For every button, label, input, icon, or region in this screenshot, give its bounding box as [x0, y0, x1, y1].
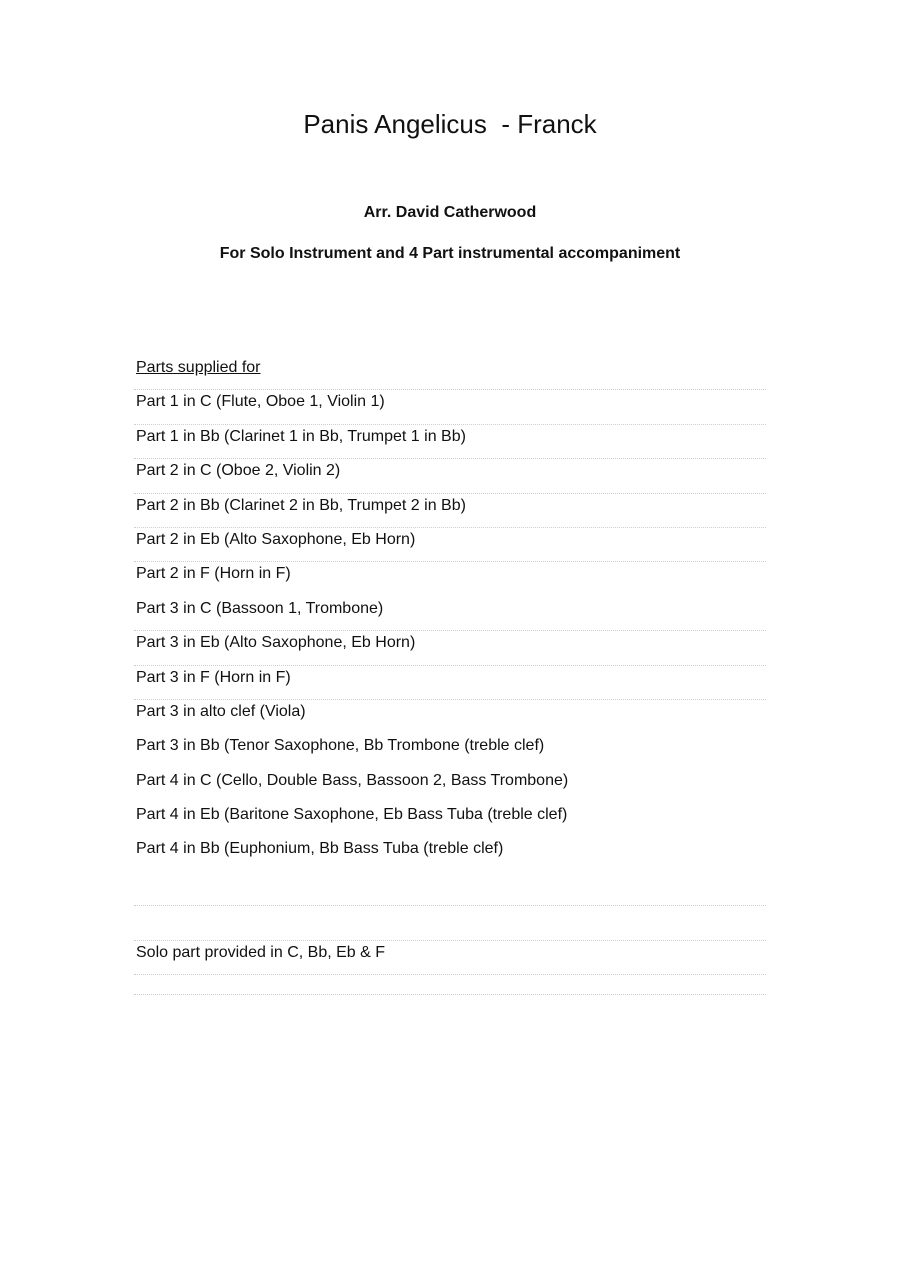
parts-list — [134, 356, 766, 995]
blank-ruled-row — [134, 872, 766, 906]
parts-heading: Parts supplied for — [136, 359, 261, 376]
list-item: Part 4 in Eb (Baritone Saxophone, Eb Bass Tuba (treble clef) — [136, 806, 568, 824]
list-item: Part 2 in Eb (Alto Saxophone, Eb Horn) — [134, 528, 766, 562]
blank-ruled-row — [134, 975, 766, 995]
list-item: Part 3 in C (Bassoon 1, Trombone) — [134, 597, 766, 631]
parts-heading-row — [134, 356, 766, 390]
list-item: Part 3 in alto clef (Viola) — [136, 702, 306, 720]
list-item: Part 4 in Bb (Euphonium, Bb Bass Tuba (treble clef) — [136, 840, 504, 858]
list-item: Part 3 in Eb (Alto Saxophone, Eb Horn) — [134, 631, 766, 665]
list-item: Part 3 in Bb (Tenor Saxophone, Bb Trombone (treble clef) — [136, 737, 545, 755]
page-title: Panis Angelicus - Franck — [303, 109, 597, 139]
list-item: Part 1 in Bb (Clarinet 1 in Bb, Trumpet 1 in Bb) — [134, 425, 766, 459]
blank-ruled-row — [134, 906, 766, 940]
list-item: Part 2 in Bb (Clarinet 2 in Bb, Trumpet 2 in Bb) — [134, 494, 766, 528]
arranger-credit: Arr. David Catherwood — [363, 204, 537, 221]
list-item: Part 3 in F (Horn in F) — [134, 666, 766, 700]
instrumentation-subtitle: For Solo Instrument and 4 Part instrumental accompaniment — [219, 245, 681, 262]
list-item: Part 2 in C (Oboe 2, Violin 2) — [134, 459, 766, 493]
list-item: Part 2 in F (Horn in F) — [136, 565, 291, 583]
solo-note: Solo part provided in C, Bb, Eb & F — [134, 941, 766, 975]
list-item: Part 4 in C (Cello, Double Bass, Bassoon 2, Bass Trombone) — [136, 771, 569, 789]
list-item: Part 1 in C (Flute, Oboe 1, Violin 1) — [134, 390, 766, 424]
